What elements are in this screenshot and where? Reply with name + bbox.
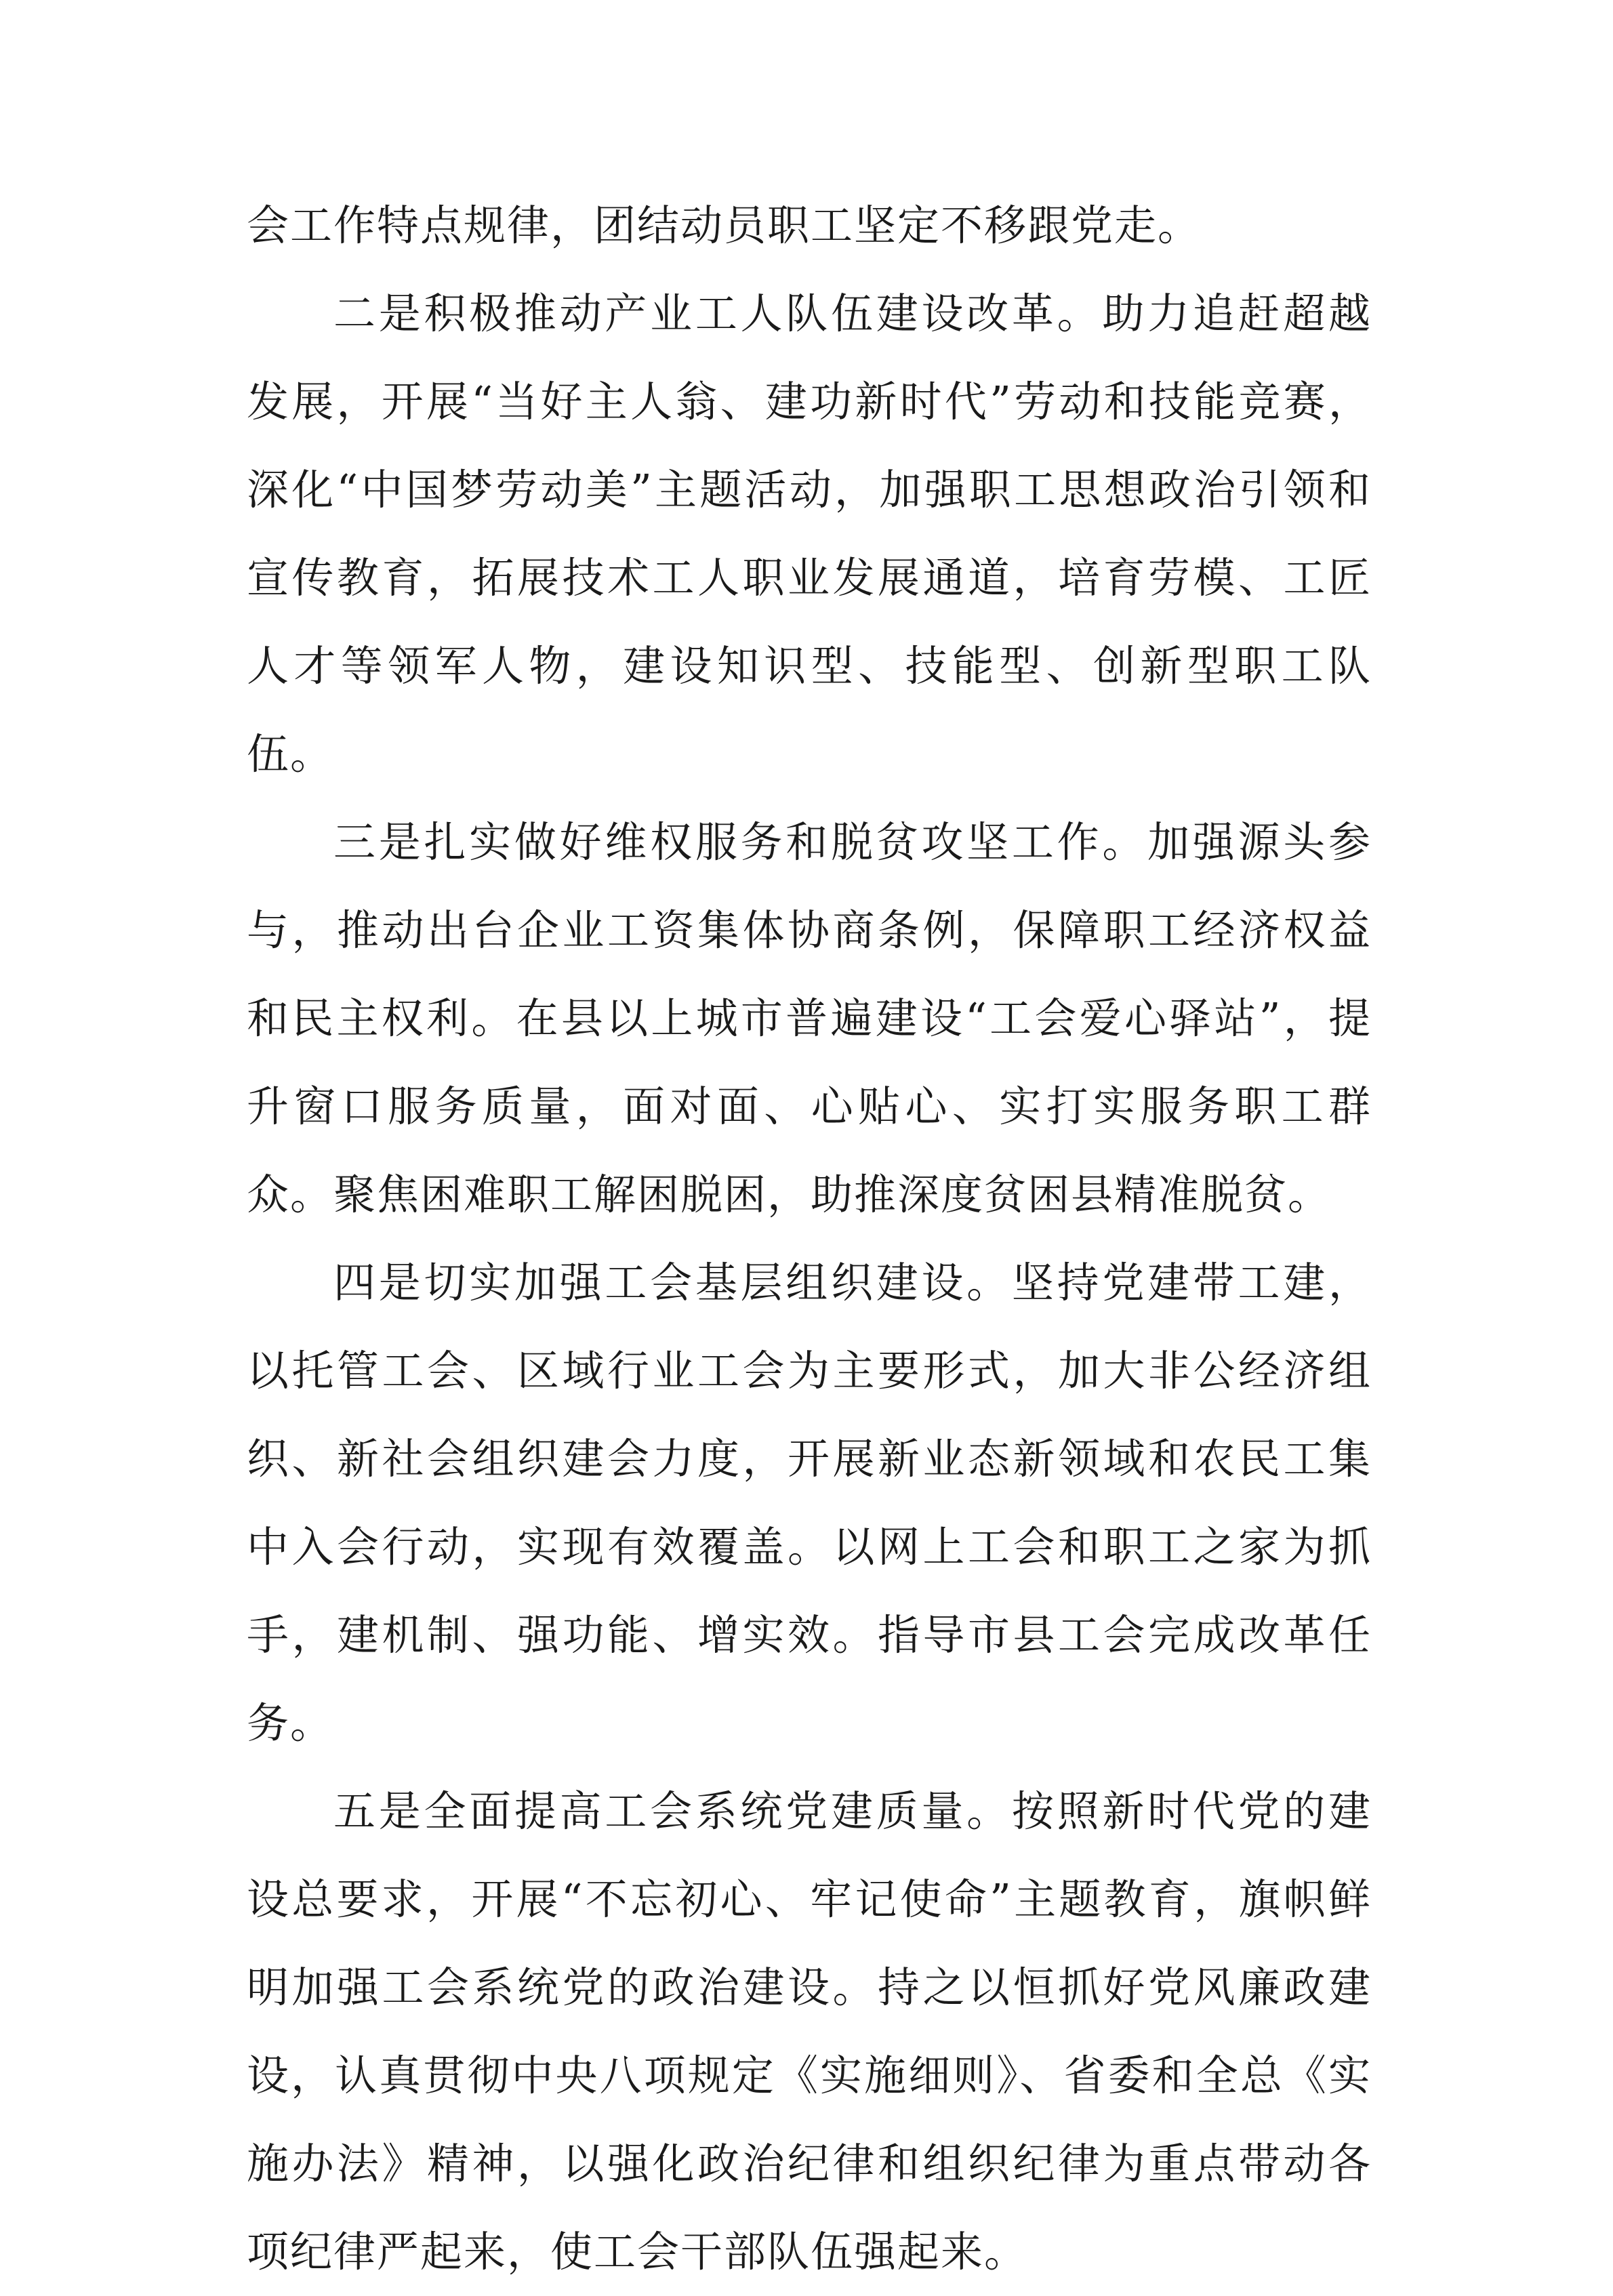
document-body <box>247 182 1372 2296</box>
paragraph-party-building-quality: 五是全面提高工会系统党建质量。按照新时代党的建设总要求，开展“不忘初心、牢记使命”主题教育，旗帜鲜明加强工会系统党的政治建设。持之以恒抓好党风廉政建设，认真贯彻中央八项规定《实施细则》、省委和全总《实施办法》精神，以强化政治纪律和组织纪律为重点带动各项纪律严起来，使工会干部队伍强起来。 <box>247 1786 1372 2276</box>
paragraph-industrial-workers-reform: 二是积极推动产业工人队伍建设改革。助力追赶超越发展，开展“当好主人翁、建功新时代”劳动和技能竞赛，深化“中国梦劳动美”主题活动，加强职工思想政治引领和宣传教育，拓展技术工人职业发展通道，培育劳模、工匠人才等领军人物，建设知识型、技能型、创新型职工队伍。 <box>247 289 1372 779</box>
paragraph-continuation: 会工作特点规律，团结动员职工坚定不移跟党走。 <box>247 201 1202 250</box>
paragraph-rights-and-poverty-alleviation: 三是扎实做好维权服务和脱贫攻坚工作。加强源头参与，推动出台企业工资集体协商条例，保障职工经济权益和民主权利。在县以上城市普遍建设“工会爱心驿站”，提升窗口服务质量，面对面、心贴心、实打实服务职工群众。聚焦困难职工解困脱困，助推深度贫困县精准脱贫。 <box>247 817 1372 1219</box>
paragraph-grassroots-organization: 四是切实加强工会基层组织建设。坚持党建带工建，以托管工会、区域行业工会为主要形式，加大非公经济组织、新社会组织建会力度，开展新业态新领域和农民工集中入会行动，实现有效覆盖。以网上工会和职工之家为抓手，建机制、强功能、增实效。指导市县工会完成改革任务。 <box>247 1258 1372 1748</box>
